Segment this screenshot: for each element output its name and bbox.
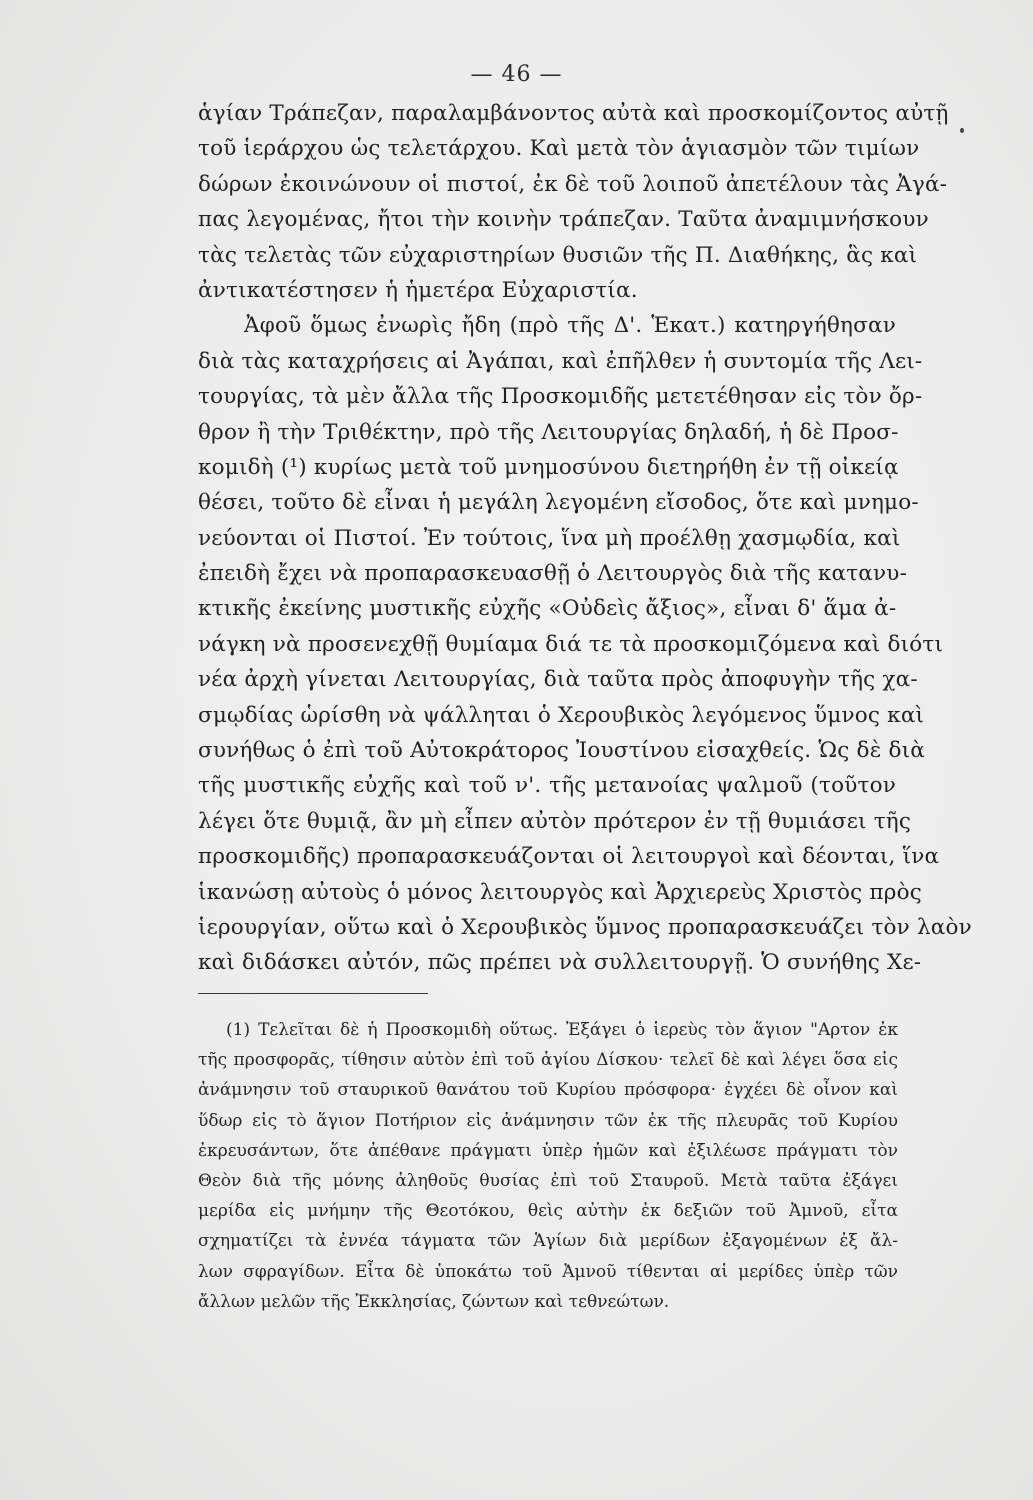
text-line: θρον ἢ τὴν Τριθέκτην, πρὸ τῆς Λειτουργίας δηλαδή, ἡ δὲ Προσ-	[198, 419, 899, 445]
main-text	[198, 96, 972, 981]
page-number: — 46 —	[470, 62, 563, 87]
footnote	[198, 1015, 898, 1317]
text-line: νεύονται οἱ Πιστοί. Ἐν τούτοις, ἵνα μὴ προέλθῃ χασμῳδία, καὶ	[198, 525, 901, 551]
text-line: θέσει, τοῦτο δὲ εἶναι ἡ μεγάλη λεγομένη εἴσοδος, ὅτε καὶ μνημο-	[198, 490, 919, 516]
text-line: διὰ τὰς καταχρήσεις αἱ Ἀγάπαι, καὶ ἐπῆλθεν ἡ συντομία τῆς Λει-	[198, 348, 923, 374]
footnote-line: ἀνάμνησιν τοῦ σταυρικοῦ θανάτου τοῦ Κυρίου πρόσφορα· ἐγχέει δὲ οἶνον καὶ	[198, 1080, 898, 1101]
text-line: κτικῆς ἐκείνης μυστικῆς εὐχῆς «Οὐδεὶς ἄξιος», εἶναι δ' ἅμα ἀ-	[198, 596, 897, 622]
text-line: τουργίας, τὰ μὲν ἄλλα τῆς Προσκομιδῆς μετετέθησαν εἰς τὸν ὄρ-	[198, 384, 923, 410]
footnote-line: (1) Τελεῖται δὲ ἡ Προσκομιδὴ οὕτως. Ἐξάγει ὁ ἱερεὺς τὸν ἅγιον "Αρτον ἐκ	[226, 1020, 898, 1040]
paragraph-start-line: Ἀφοῦ ὅμως ἐνωρὶς ἤδη (πρὸ τῆς Δ'. Ἑκατ.) κατηργήθησαν	[244, 313, 896, 339]
text-line: νέα ἀρχὴ γίνεται Λειτουργίας, διὰ ταῦτα πρὸς ἀποφυγὴν τῆς χα-	[198, 667, 918, 693]
footnote-line: τῆς προσφορᾶς, τίθησιν αὐτὸν ἐπὶ τοῦ ἁγίου Δίσκου· τελεῖ δὲ καὶ λέγει ὅσα εἰς	[198, 1050, 898, 1071]
text-line: σμῳδίας ὡρίσθη νὰ ψάλληται ὁ Χερουβικὸς λεγόμενος ὕμνος καὶ	[198, 702, 925, 728]
text-line: νάγκη νὰ προσενεχθῇ θυμίαμα διά τε τὰ προσκομιζόμενα καὶ διότι	[198, 631, 944, 657]
footnote-line: σχηματίζει τὰ ἐννέα τάγματα τῶν Ἁγίων διὰ μερίδων ἐξαγομένων ἐξ ἄλ-	[198, 1231, 898, 1252]
text-line: κομιδὴ (¹) κυρίως μετὰ τοῦ μνημοσύνου διετηρήθη ἐν τῇ οἰκείᾳ	[198, 454, 899, 480]
text-line: ἀντικατέστησεν ἡ ἡμετέρα Εὐχαριστία.	[198, 277, 638, 303]
text-line: προσκομιδῆς) προπαρασκευάζονται οἱ λειτουργοὶ καὶ δέονται, ἵνα	[198, 844, 940, 870]
text-line: ἁγίαν Τράπεζαν, παραλαμβάνοντος αὐτὰ καὶ προσκομίζοντος αὐτῇ	[198, 101, 949, 126]
footnote-line: ὕδωρ εἰς τὸ ἅγιον Ποτήριον εἰς ἀνάμνησιν τῶν ἐκ τῆς πλευρᾶς τοῦ Κυρίου	[198, 1110, 898, 1131]
footnote-divider	[198, 993, 428, 994]
footnote-line: ἐκρευσάντων, ὅτε ἀπέθανε πράγματι ὑπὲρ ἡμῶν καὶ ἐξιλέωσε πράγματι τὸν	[198, 1140, 898, 1161]
text-line: ἱερουργίαν, οὕτω καὶ ὁ Χερουβικὸς ὕμνος προπαρασκευάζει τὸν λαὸν	[198, 914, 972, 940]
text-line: ἐπειδὴ ἔχει νὰ προπαρασκευασθῇ ὁ Λειτουργὸς διὰ τῆς κατανυ-	[198, 561, 908, 587]
text-line: τοῦ ἱεράρχου ὡς τελετάρχου. Καὶ μετὰ τὸν ἁγιασμὸν τῶν τιμίων	[198, 136, 920, 162]
text-line: τῆς μυστικῆς εὐχῆς καὶ τοῦ ν'. τῆς μετανοίας ψαλμοῦ (τοῦτον	[198, 773, 896, 799]
text-line: συνήθως ὁ ἐπὶ τοῦ Αὐτοκράτορος Ἰουστίνου εἰσαχθείς. Ὡς δὲ διὰ	[198, 738, 925, 764]
text-line: τὰς τελετὰς τῶν εὐχαριστηρίων θυσιῶν τῆς Π. Διαθήκης, ἃς καὶ	[198, 242, 918, 268]
paper-speck	[960, 128, 964, 133]
text-line: πας λεγομένας, ἤτοι τὴν κοινὴν τράπεζαν. Ταῦτα ἀναμιμνήσκουν	[198, 207, 929, 233]
footnote-line: λων σφραγίδων. Εἶτα δὲ ὑποκάτω τοῦ Ἀμνοῦ τίθενται αἱ μερίδες ὑπὲρ τῶν	[198, 1261, 898, 1282]
text-line: δώρων ἐκοινώνουν οἱ πιστοί, ἐκ δὲ τοῦ λοιποῦ ἀπετέλουν τὰς Ἀγά-	[198, 171, 948, 197]
footnote-line: Θεὸν διὰ τῆς μόνης ἀληθοῦς θυσίας ἐπὶ τοῦ Σταυροῦ. Μετὰ ταῦτα ἐξάγει	[198, 1170, 898, 1191]
text-line: λέγει ὅτε θυμιᾷ, ἂν μὴ εἶπεν αὐτὸν πρότερον ἐν τῇ θυμιάσει τῆς	[198, 808, 912, 834]
text-line: ἱκανώσῃ αὐτοὺς ὁ μόνος λειτουργὸς καὶ Ἀρχιερεὺς Χριστὸς πρὸς	[198, 879, 922, 905]
footnote-line: μερίδα εἰς μνήμην τῆς Θεοτόκου, θεὶς αὐτὴν ἐκ δεξιῶν τοῦ Ἀμνοῦ, εἶτα	[198, 1201, 898, 1222]
text-line: καὶ διδάσκει αὐτόν, πῶς πρέπει νὰ συλλειτουργῇ. Ὁ συνήθης Χε-	[198, 950, 922, 976]
footnote-line: ἄλλων μελῶν τῆς Ἐκκλησίας, ζώντων καὶ τεθνεώτων.	[198, 1291, 670, 1312]
